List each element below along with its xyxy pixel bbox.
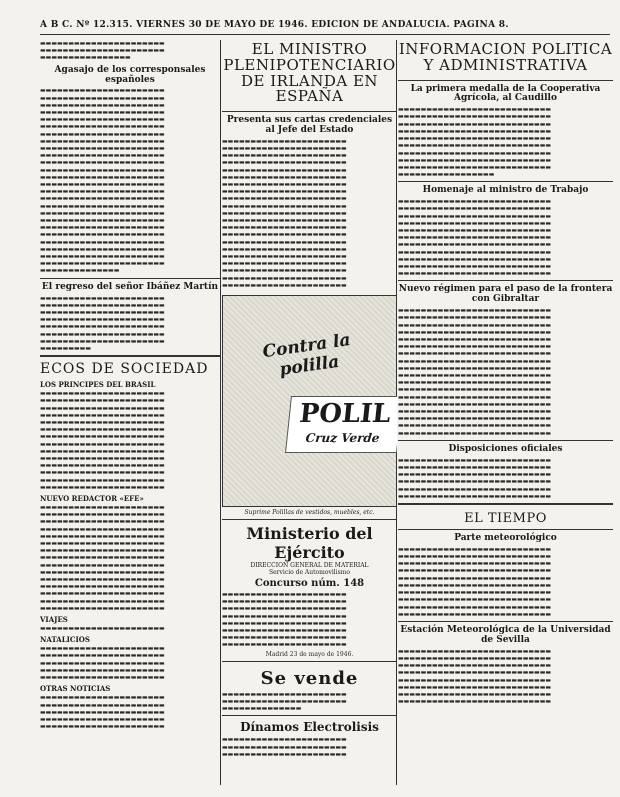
- body-text: ▬▬▬▬▬▬▬▬▬▬▬▬▬▬▬▬▬▬▬▬▬▬▬▬▬▬▬ ▬▬▬▬▬▬▬▬▬▬▬▬▬▬▬▬▬▬▬▬▬▬▬▬▬▬▬ ▬▬▬▬▬▬▬▬▬▬▬▬▬▬▬▬▬▬▬▬▬▬▬▬▬▬▬ ▬▬▬▬▬▬▬▬▬▬▬▬▬▬▬▬▬▬▬▬▬▬▬▬▬▬▬ ▬▬▬▬▬▬▬▬▬▬▬▬▬▬▬▬▬▬▬▬▬▬▬▬▬▬▬ ▬▬▬▬▬▬▬▬▬▬▬▬▬▬▬▬▬▬▬▬▬▬▬▬▬▬▬ ▬▬▬▬▬▬▬▬▬▬▬▬▬▬▬▬▬▬▬▬▬▬▬▬▬▬▬ ▬▬▬▬▬▬▬▬▬▬▬▬▬▬▬▬▬▬▬▬▬▬▬▬▬▬▬ ▬▬▬▬▬▬▬▬▬▬▬▬▬▬▬▬▬▬▬▬▬▬▬▬▬▬▬ ▬▬▬▬▬▬▬▬▬▬▬▬▬▬▬▬▬▬▬▬▬▬▬▬▬▬▬ ▬▬▬▬▬▬▬▬▬▬▬▬▬▬▬▬▬▬▬▬▬▬▬▬▬▬▬: [398, 198, 552, 278]
- body-text: ▬▬▬▬▬▬▬▬▬▬▬▬▬▬▬▬▬▬▬▬▬▬ ▬▬▬▬▬▬▬▬▬▬▬▬▬▬▬▬▬▬▬▬▬▬ ▬▬▬▬▬▬▬▬▬▬▬▬▬▬▬▬▬▬▬▬▬▬ ▬▬▬▬▬▬▬▬▬▬▬▬▬▬▬▬▬▬▬▬▬▬ ▬▬▬▬▬▬▬▬▬▬▬▬▬▬▬▬▬▬▬▬▬▬ ▬▬▬▬▬▬▬▬▬▬▬▬▬▬▬▬▬▬▬▬▬▬ ▬▬▬▬▬▬▬▬▬▬▬▬▬▬▬▬▬▬▬▬▬▬ ▬▬▬▬▬▬▬▬▬▬▬▬▬▬▬▬▬▬▬▬▬▬: [222, 591, 347, 649]
- body-text: ▬▬▬▬▬▬▬▬▬▬▬▬▬▬▬▬▬▬▬▬▬▬▬▬▬▬▬ ▬▬▬▬▬▬▬▬▬▬▬▬▬▬▬▬▬▬▬▬▬▬▬▬▬▬▬ ▬▬▬▬▬▬▬▬▬▬▬▬▬▬▬▬▬▬▬▬▬▬▬▬▬▬▬ ▬▬▬▬▬▬▬▬▬▬▬▬▬▬▬▬▬▬▬▬▬▬▬▬▬▬▬ ▬▬▬▬▬▬▬▬▬▬▬▬▬▬▬▬▬▬▬▬▬▬▬▬▬▬▬ ▬▬▬▬▬▬▬▬▬▬▬▬▬▬▬▬▬▬▬▬▬▬▬▬▬▬▬ ▬▬▬▬▬▬▬▬▬▬▬▬▬▬▬▬▬▬▬▬▬▬▬▬▬▬▬ ▬▬▬▬▬▬▬▬▬▬▬▬▬▬▬▬▬▬▬▬▬▬▬▬▬▬▬: [398, 647, 552, 706]
- section-rule: [398, 621, 613, 622]
- ad-caption: Suprime Polillas de vestidos, muebles, etc.: [244, 509, 375, 517]
- section-rule: [40, 355, 220, 357]
- column-left: [40, 40, 220, 785]
- headline: Homenaje al ministro de Trabajo: [422, 185, 589, 196]
- headline-irlanda: EL MINISTRO PLENIPOTENCIARIO DE IRLANDA EN ESPAÑA: [223, 40, 396, 106]
- body-text: ▬▬▬▬▬▬▬▬▬▬▬▬▬▬▬▬▬▬▬▬▬▬ ▬▬▬▬▬▬▬▬▬▬▬▬▬▬▬▬▬▬▬▬▬▬ ▬▬▬▬▬▬▬▬▬▬▬▬▬▬▬▬▬▬▬▬▬▬ ▬▬▬▬▬▬▬▬▬▬▬▬▬▬▬▬▬▬▬▬▬▬ ▬▬▬▬▬▬▬▬▬▬▬▬▬▬▬▬▬▬▬▬▬▬: [40, 645, 165, 682]
- body-text: ▬▬▬▬▬▬▬▬▬▬▬▬▬▬▬▬▬▬▬▬▬▬ ▬▬▬▬▬▬▬▬▬▬▬▬▬▬▬▬▬▬▬▬▬▬ ▬▬▬▬▬▬▬▬▬▬▬▬▬▬▬▬▬▬▬▬▬▬: [222, 736, 347, 758]
- headline: Parte meteorológico: [454, 532, 557, 543]
- headline: Presenta sus cartas credenciales al Jefe del Estado: [226, 115, 393, 135]
- section-rule: [222, 715, 397, 716]
- body-text: ▬▬▬▬▬▬▬▬▬▬▬▬▬▬▬▬▬▬▬▬▬▬ ▬▬▬▬▬▬▬▬▬▬▬▬▬▬▬▬▬▬▬▬▬▬ ▬▬▬▬▬▬▬▬▬▬▬▬▬▬: [222, 690, 347, 713]
- body-text: ▬▬▬▬▬▬▬▬▬▬▬▬▬▬▬▬▬▬▬▬▬▬ ▬▬▬▬▬▬▬▬▬▬▬▬▬▬▬▬▬▬▬▬▬▬ ▬▬▬▬▬▬▬▬▬▬▬▬▬▬▬▬▬▬▬▬▬▬ ▬▬▬▬▬▬▬▬▬▬▬▬▬▬▬▬▬▬▬▬▬▬ ▬▬▬▬▬▬▬▬▬▬▬▬▬▬▬▬▬▬▬▬▬▬ ▬▬▬▬▬▬▬▬▬▬▬▬▬▬▬▬▬▬▬▬▬▬ ▬▬▬▬▬▬▬▬▬▬▬▬▬▬▬▬▬▬▬▬▬▬ ▬▬▬▬▬▬▬▬▬▬▬▬▬▬▬▬▬▬▬▬▬▬ ▬▬▬▬▬▬▬▬▬▬▬▬▬▬▬▬▬▬▬▬▬▬ ▬▬▬▬▬▬▬▬▬▬▬▬▬▬▬▬▬▬▬▬▬▬ ▬▬▬▬▬▬▬▬▬▬▬▬▬▬▬▬▬▬▬▬▬▬ ▬▬▬▬▬▬▬▬▬▬▬▬▬▬▬▬▬▬▬▬▬▬ ▬▬▬▬▬▬▬▬▬▬▬▬▬▬▬▬▬▬▬▬▬▬ ▬▬▬▬▬▬▬▬▬▬▬▬▬▬▬▬▬▬▬▬▬▬ ▬▬▬▬▬▬▬▬▬▬▬▬▬▬▬▬▬▬▬▬▬▬: [40, 504, 165, 612]
- el-tiempo-title: EL TIEMPO: [464, 510, 547, 526]
- section-rule: [40, 278, 220, 279]
- section-rule: [398, 503, 613, 505]
- subheading: NUEVO REDACTOR «EFE»: [40, 494, 144, 504]
- polil-word: POLIL: [298, 399, 393, 430]
- page-header: A B C. Nº 12.315. VIERNES 30 DE MAYO DE 1946. EDICION DE ANDALUCIA. PAGINA 8.: [40, 20, 610, 35]
- section-rule: [398, 181, 613, 182]
- body-text: ▬▬▬▬▬▬▬▬▬▬▬▬▬▬▬▬▬▬▬▬▬▬▬▬▬▬▬ ▬▬▬▬▬▬▬▬▬▬▬▬▬▬▬▬▬▬▬▬▬▬▬▬▬▬▬ ▬▬▬▬▬▬▬▬▬▬▬▬▬▬▬▬▬▬▬▬▬▬▬▬▬▬▬ ▬▬▬▬▬▬▬▬▬▬▬▬▬▬▬▬▬▬▬▬▬▬▬▬▬▬▬ ▬▬▬▬▬▬▬▬▬▬▬▬▬▬▬▬▬▬▬▬▬▬▬▬▬▬▬ ▬▬▬▬▬▬▬▬▬▬▬▬▬▬▬▬▬▬▬▬▬▬▬▬▬▬▬ ▬▬▬▬▬▬▬▬▬▬▬▬▬▬▬▬▬▬▬▬▬▬▬▬▬▬▬ ▬▬▬▬▬▬▬▬▬▬▬▬▬▬▬▬▬▬▬▬▬▬▬▬▬▬▬ ▬▬▬▬▬▬▬▬▬▬▬▬▬▬▬▬▬▬▬▬▬▬▬▬▬▬▬ ▬▬▬▬▬▬▬▬▬▬▬▬▬▬▬▬▬▬▬▬▬▬▬▬▬▬▬ ▬▬▬▬▬▬▬▬▬▬▬▬▬▬▬▬▬▬▬▬▬▬▬▬▬▬▬ ▬▬▬▬▬▬▬▬▬▬▬▬▬▬▬▬▬▬▬▬▬▬▬▬▬▬▬ ▬▬▬▬▬▬▬▬▬▬▬▬▬▬▬▬▬▬▬▬▬▬▬▬▬▬▬ ▬▬▬▬▬▬▬▬▬▬▬▬▬▬▬▬▬▬▬▬▬▬▬▬▬▬▬ ▬▬▬▬▬▬▬▬▬▬▬▬▬▬▬▬▬▬▬▬▬▬▬▬▬▬▬ ▬▬▬▬▬▬▬▬▬▬▬▬▬▬▬▬▬▬▬▬▬▬▬▬▬▬▬ ▬▬▬▬▬▬▬▬▬▬▬▬▬▬▬▬▬▬▬▬▬▬▬▬▬▬▬ ▬▬▬▬▬▬▬▬▬▬▬▬▬▬▬▬▬▬▬▬▬▬▬▬▬▬▬: [398, 307, 552, 437]
- section-rule: [222, 661, 397, 662]
- ministerio-title: Ministerio del Ejército: [246, 524, 373, 563]
- column-divider: [220, 40, 221, 785]
- ministerio-direccion: DIRECCION GENERAL DE MATERIAL: [250, 562, 369, 570]
- body-text: ▬▬▬▬▬▬▬▬▬▬▬▬▬▬▬▬▬▬▬▬▬▬ ▬▬▬▬▬▬▬▬▬▬▬▬▬▬▬▬▬▬▬▬▬▬ ▬▬▬▬▬▬▬▬▬▬▬▬▬▬▬▬▬▬▬▬▬▬ ▬▬▬▬▬▬▬▬▬▬▬▬▬▬▬▬▬▬▬▬▬▬ ▬▬▬▬▬▬▬▬▬▬▬▬▬▬▬▬▬▬▬▬▬▬ ▬▬▬▬▬▬▬▬▬▬▬▬▬▬▬▬▬▬▬▬▬▬ ▬▬▬▬▬▬▬▬▬▬▬▬▬▬▬▬▬▬▬▬▬▬ ▬▬▬▬▬▬▬▬▬▬▬▬▬▬▬▬▬▬▬▬▬▬ ▬▬▬▬▬▬▬▬▬▬▬▬▬▬▬▬▬▬▬▬▬▬ ▬▬▬▬▬▬▬▬▬▬▬▬▬▬▬▬▬▬▬▬▬▬ ▬▬▬▬▬▬▬▬▬▬▬▬▬▬▬▬▬▬▬▬▬▬ ▬▬▬▬▬▬▬▬▬▬▬▬▬▬▬▬▬▬▬▬▬▬ ▬▬▬▬▬▬▬▬▬▬▬▬▬▬▬▬▬▬▬▬▬▬ ▬▬▬▬▬▬▬▬▬▬▬▬▬▬▬▬▬▬▬▬▬▬: [40, 390, 165, 491]
- section-rule: [398, 529, 613, 530]
- body-text: ▬▬▬▬▬▬▬▬▬▬▬▬▬▬▬▬▬▬▬▬▬▬ ▬▬▬▬▬▬▬▬▬▬▬▬▬▬▬▬▬▬▬▬▬▬ ▬▬▬▬▬▬▬▬▬▬▬▬▬▬▬▬▬▬▬▬▬▬ ▬▬▬▬▬▬▬▬▬▬▬▬▬▬▬▬▬▬▬▬▬▬ ▬▬▬▬▬▬▬▬▬▬▬▬▬▬▬▬▬▬▬▬▬▬ ▬▬▬▬▬▬▬▬▬▬▬▬▬▬▬▬▬▬▬▬▬▬ ▬▬▬▬▬▬▬▬▬▬▬▬▬▬▬▬▬▬▬▬▬▬ ▬▬▬▬▬▬▬▬▬: [40, 294, 165, 352]
- column-right: [398, 40, 613, 785]
- body-text: ▬▬▬▬▬▬▬▬▬▬▬▬▬▬▬▬▬▬▬▬▬▬: [40, 625, 165, 633]
- polil-advertisement: [222, 295, 397, 507]
- body-text: ▬▬▬▬▬▬▬▬▬▬▬▬▬▬▬▬▬▬▬▬▬▬ ▬▬▬▬▬▬▬▬▬▬▬▬▬▬▬▬▬▬▬▬▬▬ ▬▬▬▬▬▬▬▬▬▬▬▬▬▬▬▬: [40, 40, 165, 62]
- subheading: VIAJES: [40, 615, 68, 625]
- subheading: OTRAS NOTICIAS: [40, 684, 111, 694]
- body-text: ▬▬▬▬▬▬▬▬▬▬▬▬▬▬▬▬▬▬▬▬▬▬▬▬▬▬▬ ▬▬▬▬▬▬▬▬▬▬▬▬▬▬▬▬▬▬▬▬▬▬▬▬▬▬▬ ▬▬▬▬▬▬▬▬▬▬▬▬▬▬▬▬▬▬▬▬▬▬▬▬▬▬▬ ▬▬▬▬▬▬▬▬▬▬▬▬▬▬▬▬▬▬▬▬▬▬▬▬▬▬▬ ▬▬▬▬▬▬▬▬▬▬▬▬▬▬▬▬▬▬▬▬▬▬▬▬▬▬▬ ▬▬▬▬▬▬▬▬▬▬▬▬▬▬▬▬▬▬▬▬▬▬▬▬▬▬▬ ▬▬▬▬▬▬▬▬▬▬▬▬▬▬▬▬▬▬▬▬▬▬▬▬▬▬▬ ▬▬▬▬▬▬▬▬▬▬▬▬▬▬▬▬▬▬▬▬▬▬▬▬▬▬▬ ▬▬▬▬▬▬▬▬▬▬▬▬▬▬▬▬▬▬▬▬▬▬▬▬▬▬▬ ▬▬▬▬▬▬▬▬▬▬▬▬▬▬▬▬▬: [398, 106, 552, 179]
- polil-label: [285, 396, 397, 453]
- section-rule: [398, 280, 613, 281]
- section-rule: [398, 80, 613, 81]
- body-text: ▬▬▬▬▬▬▬▬▬▬▬▬▬▬▬▬▬▬▬▬▬▬ ▬▬▬▬▬▬▬▬▬▬▬▬▬▬▬▬▬▬▬▬▬▬ ▬▬▬▬▬▬▬▬▬▬▬▬▬▬▬▬▬▬▬▬▬▬ ▬▬▬▬▬▬▬▬▬▬▬▬▬▬▬▬▬▬▬▬▬▬ ▬▬▬▬▬▬▬▬▬▬▬▬▬▬▬▬▬▬▬▬▬▬ ▬▬▬▬▬▬▬▬▬▬▬▬▬▬▬▬▬▬▬▬▬▬ ▬▬▬▬▬▬▬▬▬▬▬▬▬▬▬▬▬▬▬▬▬▬ ▬▬▬▬▬▬▬▬▬▬▬▬▬▬▬▬▬▬▬▬▬▬ ▬▬▬▬▬▬▬▬▬▬▬▬▬▬▬▬▬▬▬▬▬▬ ▬▬▬▬▬▬▬▬▬▬▬▬▬▬▬▬▬▬▬▬▬▬ ▬▬▬▬▬▬▬▬▬▬▬▬▬▬▬▬▬▬▬▬▬▬ ▬▬▬▬▬▬▬▬▬▬▬▬▬▬▬▬▬▬▬▬▬▬ ▬▬▬▬▬▬▬▬▬▬▬▬▬▬▬▬▬▬▬▬▬▬ ▬▬▬▬▬▬▬▬▬▬▬▬▬▬▬▬▬▬▬▬▬▬ ▬▬▬▬▬▬▬▬▬▬▬▬▬▬▬▬▬▬▬▬▬▬ ▬▬▬▬▬▬▬▬▬▬▬▬▬▬▬▬▬▬▬▬▬▬ ▬▬▬▬▬▬▬▬▬▬▬▬▬▬▬▬▬▬▬▬▬▬ ▬▬▬▬▬▬▬▬▬▬▬▬▬▬▬▬▬▬▬▬▬▬ ▬▬▬▬▬▬▬▬▬▬▬▬▬▬▬▬▬▬▬▬▬▬ ▬▬▬▬▬▬▬▬▬▬▬▬▬▬▬▬▬▬▬▬▬▬ ▬▬▬▬▬▬▬▬▬▬▬▬▬▬▬▬▬▬▬▬▬▬: [222, 137, 347, 289]
- section-title-ecos: ECOS DE SOCIEDAD: [40, 361, 209, 378]
- headline: Estación Meteorológica de la Universidad de Sevilla: [400, 624, 611, 645]
- subheading: LOS PRINCIPES DEL BRASIL: [40, 380, 156, 390]
- headline: Disposiciones oficiales: [448, 443, 563, 454]
- section-rule: [222, 519, 397, 520]
- dinamos-title: Dínamos Electrolisis: [240, 720, 379, 735]
- headline: Nuevo régimen para el paso de la frontera con Gibraltar: [398, 284, 613, 305]
- concurso-title: Concurso núm. 148: [254, 578, 365, 590]
- headline: La primera medalla de la Cooperativa Agrícola, al Caudillo: [410, 83, 601, 104]
- section-rule: [398, 440, 613, 441]
- body-text: ▬▬▬▬▬▬▬▬▬▬▬▬▬▬▬▬▬▬▬▬▬▬ ▬▬▬▬▬▬▬▬▬▬▬▬▬▬▬▬▬▬▬▬▬▬ ▬▬▬▬▬▬▬▬▬▬▬▬▬▬▬▬▬▬▬▬▬▬ ▬▬▬▬▬▬▬▬▬▬▬▬▬▬▬▬▬▬▬▬▬▬ ▬▬▬▬▬▬▬▬▬▬▬▬▬▬▬▬▬▬▬▬▬▬: [40, 694, 165, 731]
- fecha-text: Madrid 23 de mayo de 1946.: [265, 650, 354, 658]
- section-rule: [222, 111, 397, 112]
- ad-script-text: Contra la polilla: [261, 330, 352, 381]
- cruz-verde-text: Cruz Verde: [304, 431, 381, 446]
- body-text: ▬▬▬▬▬▬▬▬▬▬▬▬▬▬▬▬▬▬▬▬▬▬ ▬▬▬▬▬▬▬▬▬▬▬▬▬▬▬▬▬▬▬▬▬▬ ▬▬▬▬▬▬▬▬▬▬▬▬▬▬▬▬▬▬▬▬▬▬ ▬▬▬▬▬▬▬▬▬▬▬▬▬▬▬▬▬▬▬▬▬▬ ▬▬▬▬▬▬▬▬▬▬▬▬▬▬▬▬▬▬▬▬▬▬ ▬▬▬▬▬▬▬▬▬▬▬▬▬▬▬▬▬▬▬▬▬▬ ▬▬▬▬▬▬▬▬▬▬▬▬▬▬▬▬▬▬▬▬▬▬ ▬▬▬▬▬▬▬▬▬▬▬▬▬▬▬▬▬▬▬▬▬▬ ▬▬▬▬▬▬▬▬▬▬▬▬▬▬▬▬▬▬▬▬▬▬ ▬▬▬▬▬▬▬▬▬▬▬▬▬▬▬▬▬▬▬▬▬▬ ▬▬▬▬▬▬▬▬▬▬▬▬▬▬▬▬▬▬▬▬▬▬ ▬▬▬▬▬▬▬▬▬▬▬▬▬▬▬▬▬▬▬▬▬▬ ▬▬▬▬▬▬▬▬▬▬▬▬▬▬▬▬▬▬▬▬▬▬ ▬▬▬▬▬▬▬▬▬▬▬▬▬▬▬▬▬▬▬▬▬▬ ▬▬▬▬▬▬▬▬▬▬▬▬▬▬▬▬▬▬▬▬▬▬ ▬▬▬▬▬▬▬▬▬▬▬▬▬▬▬▬▬▬▬▬▬▬ ▬▬▬▬▬▬▬▬▬▬▬▬▬▬▬▬▬▬▬▬▬▬ ▬▬▬▬▬▬▬▬▬▬▬▬▬▬▬▬▬▬▬▬▬▬ ▬▬▬▬▬▬▬▬▬▬▬▬▬▬▬▬▬▬▬▬▬▬ ▬▬▬▬▬▬▬▬▬▬▬▬▬▬▬▬▬▬▬▬▬▬ ▬▬▬▬▬▬▬▬▬▬▬▬▬▬▬▬▬▬▬▬▬▬ ▬▬▬▬▬▬▬▬▬▬▬▬▬▬▬▬▬▬▬▬▬▬ ▬▬▬▬▬▬▬▬▬▬▬▬▬▬▬▬▬▬▬▬▬▬ ▬▬▬▬▬▬▬▬▬▬▬▬▬▬▬▬▬▬▬▬▬▬ ▬▬▬▬▬▬▬▬▬▬▬▬▬▬▬▬▬▬▬▬▬▬ ▬▬▬▬▬▬▬▬▬▬▬▬▬▬: [40, 87, 165, 275]
- subheading: NATALICIOS: [40, 635, 90, 645]
- headline: Agasajo de los corresponsales españoles: [54, 64, 206, 85]
- body-text: ▬▬▬▬▬▬▬▬▬▬▬▬▬▬▬▬▬▬▬▬▬▬▬▬▬▬▬ ▬▬▬▬▬▬▬▬▬▬▬▬▬▬▬▬▬▬▬▬▬▬▬▬▬▬▬ ▬▬▬▬▬▬▬▬▬▬▬▬▬▬▬▬▬▬▬▬▬▬▬▬▬▬▬ ▬▬▬▬▬▬▬▬▬▬▬▬▬▬▬▬▬▬▬▬▬▬▬▬▬▬▬ ▬▬▬▬▬▬▬▬▬▬▬▬▬▬▬▬▬▬▬▬▬▬▬▬▬▬▬ ▬▬▬▬▬▬▬▬▬▬▬▬▬▬▬▬▬▬▬▬▬▬▬▬▬▬▬ ▬▬▬▬▬▬▬▬▬▬▬▬▬▬▬▬▬▬▬▬▬▬▬▬▬▬▬ ▬▬▬▬▬▬▬▬▬▬▬▬▬▬▬▬▬▬▬▬▬▬▬▬▬▬▬ ▬▬▬▬▬▬▬▬▬▬▬▬▬▬▬▬▬▬▬▬▬▬▬▬▬▬▬ ▬▬▬▬▬▬▬▬▬▬▬▬▬▬▬▬▬▬▬▬▬▬▬▬▬▬▬: [398, 545, 552, 618]
- column-center: [222, 40, 397, 785]
- ministerio-servicio: Servicio de Automovilismo: [269, 569, 350, 577]
- body-text: ▬▬▬▬▬▬▬▬▬▬▬▬▬▬▬▬▬▬▬▬▬▬▬▬▬▬▬ ▬▬▬▬▬▬▬▬▬▬▬▬▬▬▬▬▬▬▬▬▬▬▬▬▬▬▬ ▬▬▬▬▬▬▬▬▬▬▬▬▬▬▬▬▬▬▬▬▬▬▬▬▬▬▬ ▬▬▬▬▬▬▬▬▬▬▬▬▬▬▬▬▬▬▬▬▬▬▬▬▬▬▬ ▬▬▬▬▬▬▬▬▬▬▬▬▬▬▬▬▬▬▬▬▬▬▬▬▬▬▬ ▬▬▬▬▬▬▬▬▬▬▬▬▬▬▬▬▬▬▬▬▬▬▬▬▬▬▬: [398, 456, 552, 500]
- se-vende-title: Se vende: [260, 667, 359, 689]
- headline-informacion: INFORMACION POLITICA Y ADMINISTRATIVA: [398, 40, 613, 74]
- headline: El regreso del señor Ibáñez Martín: [41, 281, 219, 292]
